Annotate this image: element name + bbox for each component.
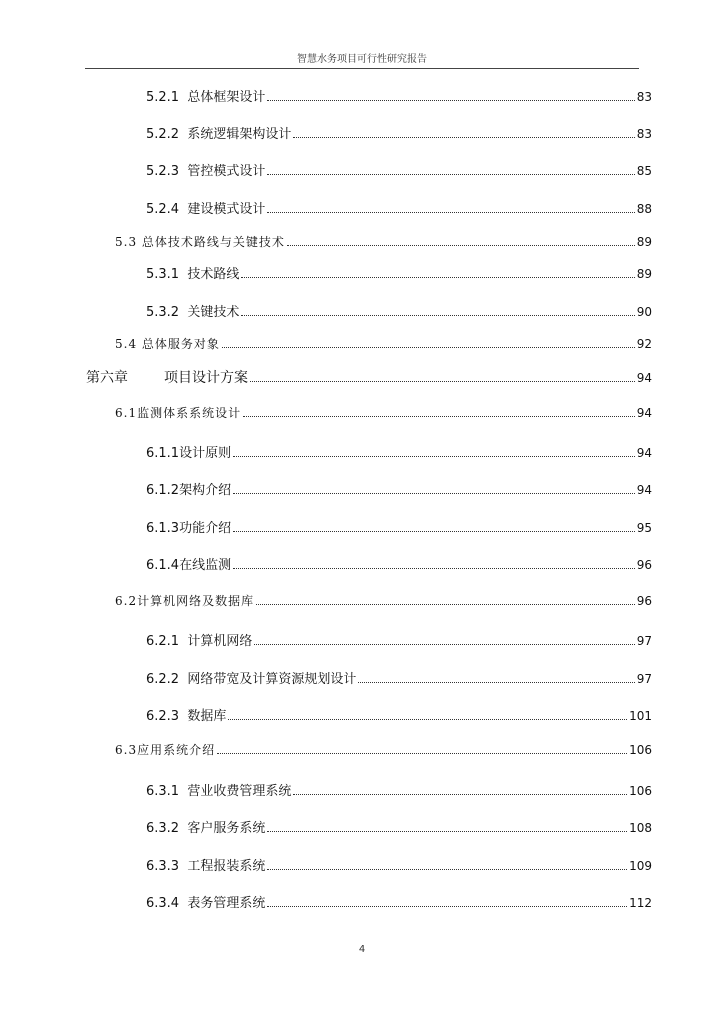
toc-entry[interactable]	[146, 855, 652, 874]
toc-page-number: 90	[636, 305, 652, 319]
dot-leader	[267, 211, 634, 213]
toc-number: 5.2.3	[146, 164, 180, 179]
toc-title: 监测体系系统设计	[137, 406, 242, 420]
dot-leader	[250, 380, 635, 382]
toc-page-number: 112	[629, 896, 652, 910]
document-title: 智慧水务项目可行性研究报告	[297, 54, 427, 65]
toc-number: 5.3.2	[146, 305, 180, 320]
dot-leader	[267, 868, 627, 870]
toc-title: 在线监测	[179, 558, 232, 573]
dot-leader	[233, 530, 635, 532]
toc-title: 关键技术	[187, 305, 240, 320]
toc-entry[interactable]	[146, 123, 652, 142]
toc-number: 6.1.4	[146, 558, 180, 573]
dot-leader	[233, 455, 635, 457]
toc-number: 6.2	[115, 594, 138, 608]
toc-title: 总体服务对象	[141, 337, 220, 351]
dot-leader	[222, 346, 635, 348]
toc-title: 营业收费管理系统	[187, 784, 292, 799]
toc-entry[interactable]	[146, 301, 652, 320]
toc-title: 表务管理系统	[187, 896, 266, 911]
toc-title: 系统逻辑架构设计	[187, 127, 292, 142]
toc-entry[interactable]	[115, 335, 652, 352]
toc-entry[interactable]	[146, 780, 652, 799]
toc-number: 5.2.4	[146, 202, 180, 217]
dot-leader	[217, 752, 627, 754]
toc-entry[interactable]	[115, 741, 652, 758]
dot-leader	[267, 99, 634, 101]
toc-page-number: 89	[636, 267, 652, 281]
dot-leader	[293, 136, 634, 138]
dot-leader	[287, 244, 635, 246]
toc-page-number: 97	[636, 672, 652, 686]
toc-title: 架构介绍	[179, 483, 232, 498]
toc-number: 6.1.2	[146, 483, 180, 498]
dot-leader	[254, 643, 634, 645]
toc-page-number: 88	[636, 202, 652, 216]
toc-entry[interactable]	[146, 263, 652, 282]
toc-page-number: 106	[629, 784, 652, 798]
toc-entry[interactable]	[146, 668, 652, 687]
toc-title: 建设模式设计	[187, 202, 266, 217]
dot-leader	[233, 567, 635, 569]
toc-number: 6.3.1	[146, 784, 180, 799]
dot-leader	[241, 276, 634, 278]
dot-leader	[267, 173, 634, 175]
toc-page-number: 83	[636, 127, 652, 141]
toc-title: 应用系统介绍	[137, 743, 216, 757]
toc-entry[interactable]	[146, 86, 652, 105]
toc-entry[interactable]	[146, 630, 652, 649]
toc-entry[interactable]	[115, 592, 652, 609]
page-number: 4	[358, 944, 366, 955]
toc-entry[interactable]	[146, 517, 652, 536]
toc-title: 总体技术路线与关键技术	[141, 235, 285, 249]
toc-page-number: 83	[636, 90, 652, 104]
toc-number: 5.3	[115, 235, 138, 249]
toc-page-number: 109	[629, 859, 652, 873]
toc-page-number: 106	[629, 743, 652, 757]
toc-number: 6.2.1	[146, 634, 180, 649]
toc-number: 5.2.2	[146, 127, 180, 142]
dot-leader	[293, 793, 627, 795]
toc-page-number: 97	[636, 634, 652, 648]
chapter-number: 第六章	[86, 370, 128, 386]
toc-page-number: 85	[636, 164, 652, 178]
running-header	[85, 50, 639, 69]
toc-number: 6.1.1	[146, 446, 180, 461]
toc-page-number: 89	[636, 235, 652, 249]
toc-title: 功能介绍	[179, 521, 232, 536]
dot-leader	[233, 492, 635, 494]
toc-entry[interactable]	[146, 705, 652, 724]
toc-page-number: 96	[636, 558, 652, 572]
dot-leader	[228, 718, 627, 720]
toc-entry[interactable]	[146, 442, 652, 461]
toc-page-number: 94	[636, 446, 652, 460]
toc-title: 计算机网络及数据库	[137, 594, 255, 608]
toc-page-number: 96	[636, 594, 652, 608]
toc-title: 技术路线	[187, 267, 240, 282]
toc-number: 6.3.2	[146, 821, 180, 836]
toc-page-number: 94	[636, 371, 652, 385]
toc-entry[interactable]	[146, 160, 652, 179]
toc-number: 6.2.3	[146, 709, 180, 724]
dot-leader	[267, 905, 627, 907]
toc-entry[interactable]	[115, 404, 652, 421]
toc-number: 6.3.3	[146, 859, 180, 874]
toc-entry[interactable]	[146, 479, 652, 498]
toc-number: 5.4	[115, 337, 138, 351]
toc-number: 6.1.3	[146, 521, 180, 536]
toc-entry[interactable]	[146, 554, 652, 573]
dot-leader	[243, 415, 635, 417]
toc-number: 6.3	[115, 743, 138, 757]
toc-title: 工程报装系统	[187, 859, 266, 874]
toc-number: 6.2.2	[146, 672, 180, 687]
toc-entry[interactable]	[146, 892, 652, 911]
toc-title: 管控模式设计	[187, 164, 266, 179]
toc-entry[interactable]	[146, 198, 652, 217]
toc-chapter-entry[interactable]	[86, 367, 652, 387]
dot-leader	[267, 830, 627, 832]
dot-leader	[358, 681, 634, 683]
toc-page-number: 95	[636, 521, 652, 535]
toc-page-number: 94	[636, 483, 652, 497]
toc-number: 5.3.1	[146, 267, 180, 282]
toc-entry[interactable]	[115, 233, 652, 250]
toc-title: 数据库	[187, 709, 227, 724]
toc-title: 设计原则	[179, 446, 232, 461]
toc-title: 计算机网络	[187, 634, 253, 649]
toc-page-number: 92	[636, 337, 652, 351]
toc-title: 总体框架设计	[187, 90, 266, 105]
toc-page-number: 94	[636, 406, 652, 420]
toc-number: 6.1	[115, 406, 138, 420]
dot-leader	[256, 603, 635, 605]
toc-title: 客户服务系统	[187, 821, 266, 836]
toc-entry[interactable]	[146, 817, 652, 836]
dot-leader	[241, 314, 634, 316]
toc-page-number: 101	[629, 709, 652, 723]
toc-number: 5.2.1	[146, 90, 180, 105]
toc-title: 网络带宽及计算资源规划设计	[187, 672, 357, 687]
toc-page-number: 108	[629, 821, 652, 835]
toc-number: 6.3.4	[146, 896, 180, 911]
toc-title: 项目设计方案	[164, 370, 248, 386]
